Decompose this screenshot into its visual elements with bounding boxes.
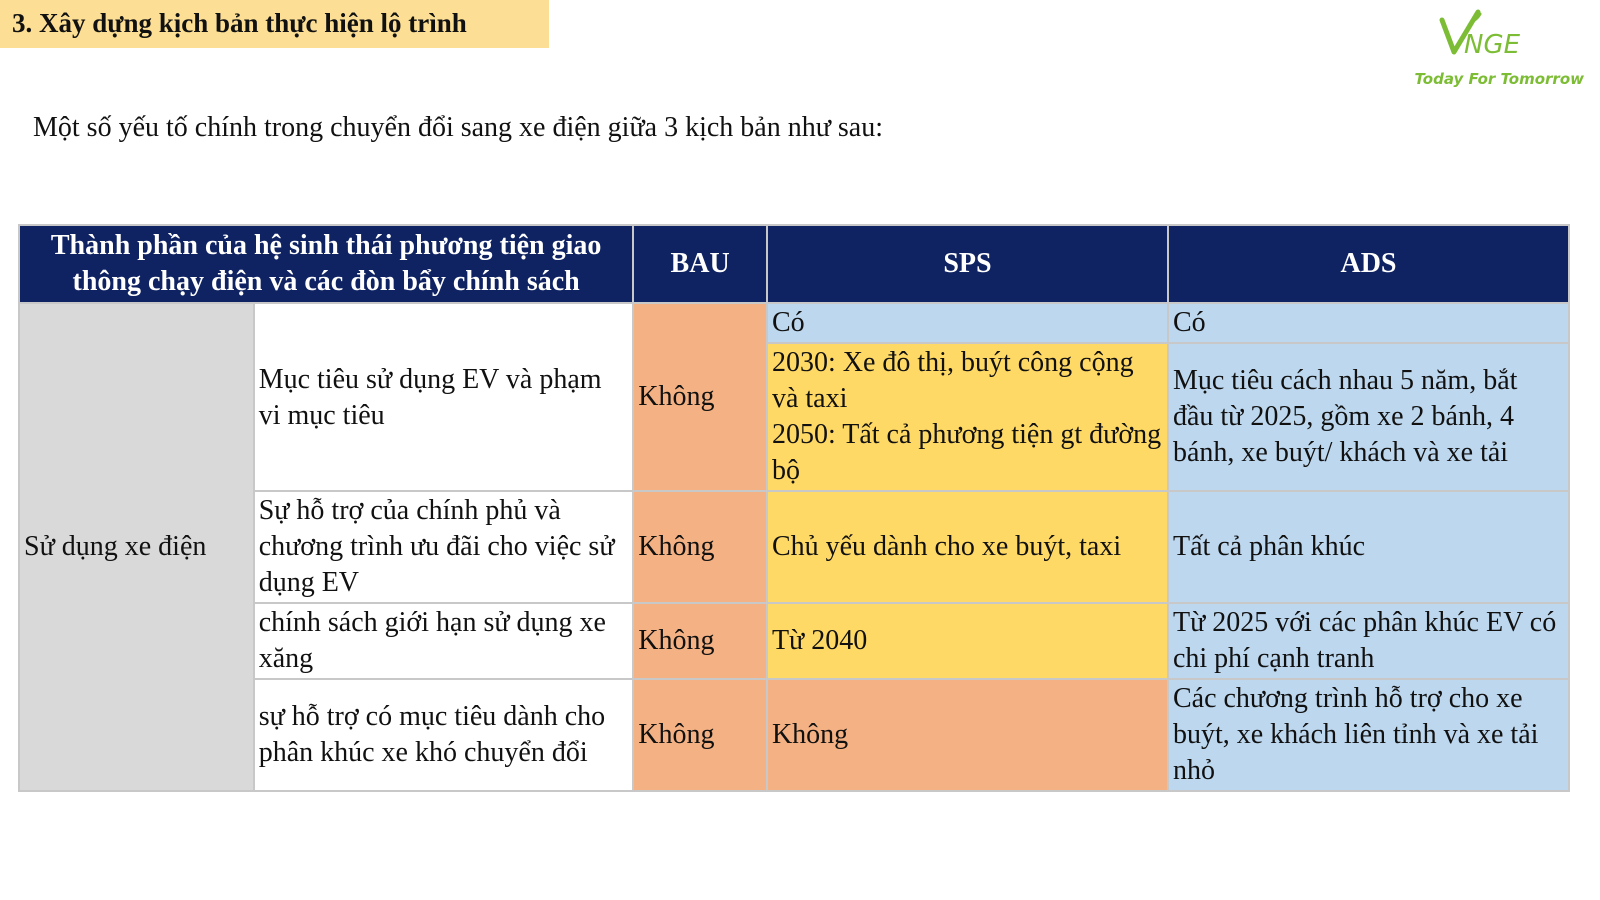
factor-cell: sự hỗ trợ có mục tiêu dành cho phân khúc xe khó chuyển đổi bbox=[254, 679, 634, 791]
ads-cell: Có bbox=[1168, 303, 1569, 343]
group-label: Sử dụng xe điện bbox=[19, 303, 254, 791]
header-sps: SPS bbox=[767, 225, 1168, 303]
vnge-logo bbox=[1414, 8, 1590, 98]
section-title-text: 3. Xây dựng kịch bản thực hiện lộ trình bbox=[12, 8, 467, 38]
ads-cell: Tất cả phân khúc bbox=[1168, 491, 1569, 603]
bau-cell: Không bbox=[633, 679, 767, 791]
sps-cell: Có bbox=[767, 303, 1168, 343]
scenario-table bbox=[18, 224, 1570, 792]
sps-cell bbox=[767, 343, 1168, 491]
factor-cell: Mục tiêu sử dụng EV và phạm vi mục tiêu bbox=[254, 303, 634, 491]
svg-text:NGE: NGE bbox=[1464, 30, 1521, 60]
sps-cell: Không bbox=[767, 679, 1168, 791]
intro-text: Một số yếu tố chính trong chuyển đổi sang xe điện giữa 3 kịch bản như sau: bbox=[33, 112, 883, 143]
logo-tagline: Today For Tomorrow bbox=[1414, 70, 1584, 88]
ads-cell: Mục tiêu cách nhau 5 năm, bắt đầu từ 2025, gồm xe 2 bánh, 4 bánh, xe buýt/ khách và xe tải bbox=[1168, 343, 1569, 491]
table-row bbox=[19, 303, 1569, 343]
ads-cell: Các chương trình hỗ trợ cho xe buýt, xe khách liên tỉnh và xe tải nhỏ bbox=[1168, 679, 1569, 791]
ads-cell: Từ 2025 với các phân khúc EV có chi phí cạnh tranh bbox=[1168, 603, 1569, 679]
sps-cell: Chủ yếu dành cho xe buýt, taxi bbox=[767, 491, 1168, 603]
factor-cell: chính sách giới hạn sử dụng xe xăng bbox=[254, 603, 634, 679]
factor-cell: Sự hỗ trợ của chính phủ và chương trình ưu đãi cho việc sử dụng EV bbox=[254, 491, 634, 603]
sps-cell: Từ 2040 bbox=[767, 603, 1168, 679]
header-bau: BAU bbox=[633, 225, 767, 303]
sps-line: 2050: Tất cả phương tiện gt đường bộ bbox=[771, 419, 1162, 486]
table-header-row bbox=[19, 225, 1569, 303]
header-ads: ADS bbox=[1168, 225, 1569, 303]
vnge-logo-mark bbox=[1420, 8, 1590, 68]
bau-cell: Không bbox=[633, 491, 767, 603]
bau-cell: Không bbox=[633, 303, 767, 491]
sps-line: 2030: Xe đô thị, buýt công cộng và taxi bbox=[771, 347, 1134, 414]
section-title bbox=[0, 0, 549, 48]
header-component: Thành phần của hệ sinh thái phương tiện giao thông chạy điện và các đòn bẩy chính sách bbox=[19, 225, 633, 303]
bau-cell: Không bbox=[633, 603, 767, 679]
